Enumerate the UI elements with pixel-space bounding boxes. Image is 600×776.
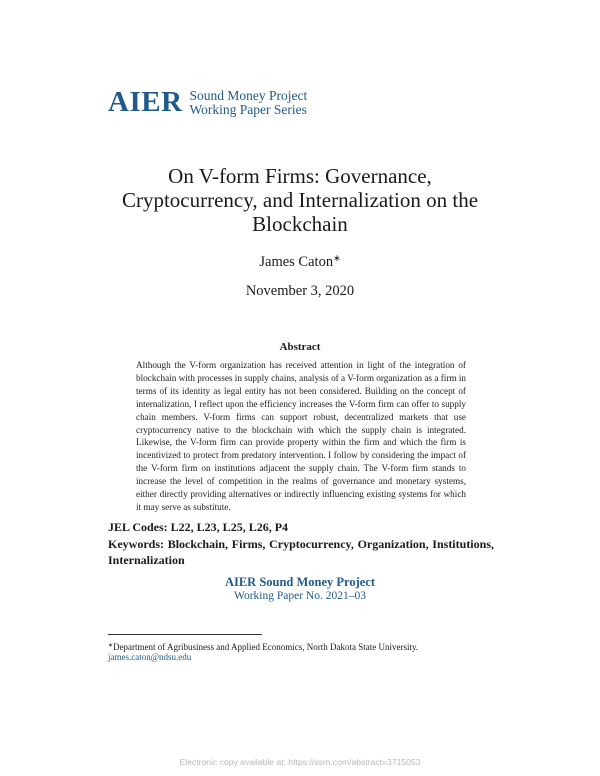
author	[0, 253, 600, 271]
ssrn-notice: Electronic copy available at: https://ssrn.com/abstract=3715053	[179, 757, 421, 767]
author-name: James Caton	[259, 254, 334, 270]
working-paper-number: Working Paper No. 2021–03	[234, 590, 366, 602]
aier-logo	[108, 88, 307, 117]
footnote-text: Department of Agribusiness and Applied Economics, North Dakota State University.	[113, 642, 419, 652]
logo-series-text	[190, 89, 308, 117]
author-footnote-marker: ∗	[333, 253, 341, 263]
paper-date: November 3, 2020	[245, 283, 355, 299]
keywords: Keywords: Blockchain, Firms, Cryptocurrency, Organization, Institutions, Internalization	[108, 537, 494, 567]
footnote-marker: ∗	[108, 643, 114, 649]
working-paper-name: AIER Sound Money Project	[224, 575, 376, 589]
logo-line-1: Sound Money Project	[189, 87, 308, 103]
logo-line-2: Working Paper Series	[189, 101, 307, 117]
author-email-link[interactable]: james.caton@ndsu.edu	[108, 652, 192, 662]
abstract-heading: Abstract	[279, 341, 321, 353]
footnote-divider	[108, 634, 262, 635]
paper-title: On V-form Firms: Governance, Cryptocurrency, and Internalization on the Blockchain	[121, 164, 479, 236]
logo-mark: AIER	[108, 86, 183, 118]
jel-codes: JEL Codes: L22, L23, L25, L26, P4	[108, 520, 289, 534]
abstract-body: Although the V-form organization has received attention in light of the integration of blockchain with processes in supply chains, analysis of a V-form organization as a firm in terms of its identity as legal entity has not been considered. Building on the concept of internalization, I reflect upon the efficiency increases the V-form firm can offer to supply chain members. V-form firms can support robust, decentralized markets that use cryptocurrency native to the blockchain with which the supply chain is integrated. Likewise, the V-form firm can provide property within the firm and which the firm is incentivized to protect from predatory intervention. I follow by considering the impact of the V-form firm on institutions adjacent the supply chain. The V-form firm stands to increase the level of competition in the realms of governance and monetary systems, either directly providing alternatives or indirectly influencing existing systems for which it may serve as substitute.	[136, 360, 466, 512]
